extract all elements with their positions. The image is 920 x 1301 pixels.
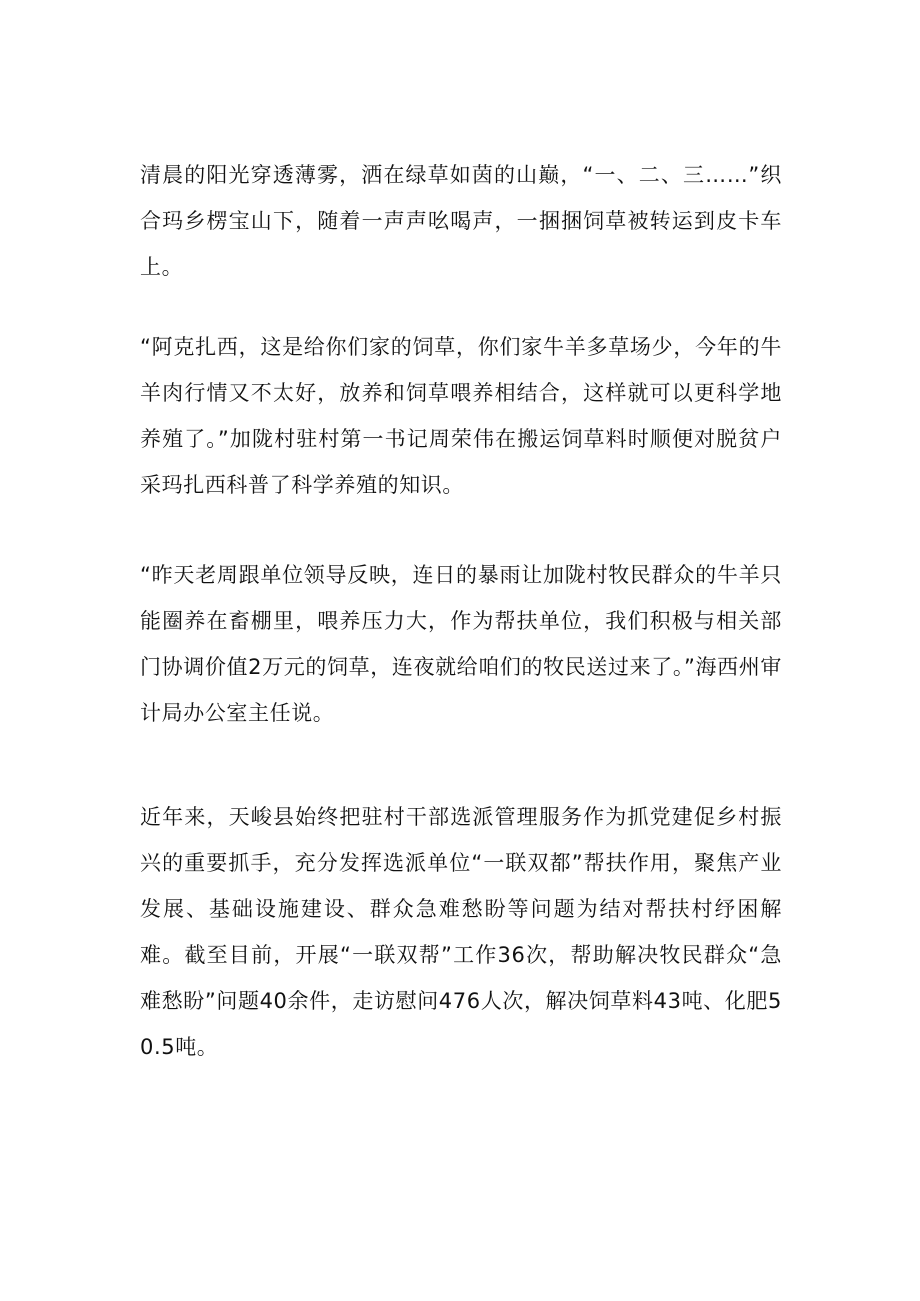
paragraph-2: “阿克扎西，这是给你们家的饲草，你们家牛羊多草场少，今年的牛羊肉行情又不太好，放养和饲草喂养相结合，这样就可以更科学地养殖了。”加陇村驻村第一书记周荣伟在搬运饲草料时顺便对脱贫户采玛扎西科普了科学养殖的知识。 bbox=[140, 335, 782, 497]
paragraph-3: “昨天老周跟单位领导反映，连日的暴雨让加陇村牧民群众的牛羊只能圈养在畜棚里，喂养压力大，作为帮扶单位，我们积极与相关部门协调价值2万元的饲草，连夜就给咱们的牧民送过来了。”海西州审计局办公室主任说。 bbox=[140, 563, 782, 725]
paragraph-1: 清晨的阳光穿透薄雾，洒在绿草如茵的山巅，“一、二、三……”织合玛乡楞宝山下，随着一声声吆喝声，一捆捆饲草被转运到皮卡车上。 bbox=[140, 163, 782, 279]
article-body bbox=[140, 152, 782, 1070]
paragraph-4: 近年来，天峻县始终把驻村干部选派管理服务作为抓党建促乡村振兴的重要抓手，充分发挥选派单位“一联双都”帮扶作用，聚焦产业发展、基础设施建设、群众急难愁盼等问题为结对帮扶村纾困解难。截至目前，开展“一联双帮”工作36次，帮助解决牧民群众“急难愁盼”问题40余件，走访慰问476人次，解决饲草料43吨、化肥50.5吨。 bbox=[140, 805, 782, 1059]
